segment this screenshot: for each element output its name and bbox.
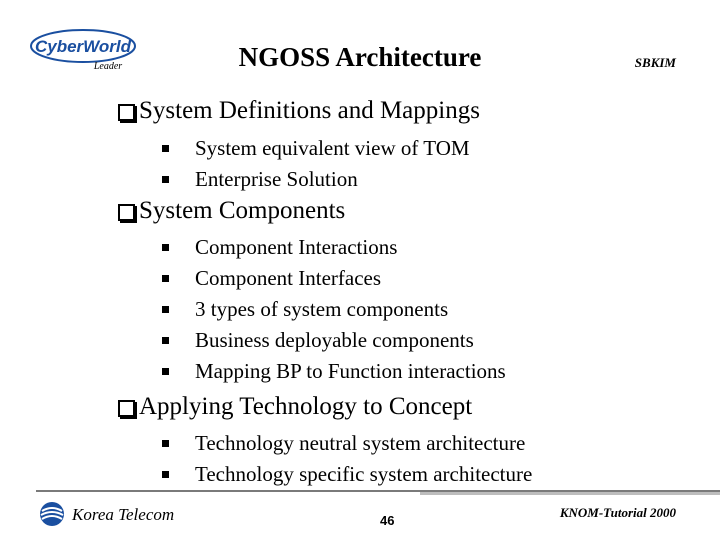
checkbox-bullet-icon [118, 204, 135, 221]
list-item-text: Component Interfaces [195, 266, 382, 290]
square-bullet-icon [162, 337, 169, 344]
list-item-text: Business deployable components [195, 328, 474, 352]
list-item [160, 164, 470, 195]
list-item [160, 294, 506, 325]
section-heading-text: System Components [139, 197, 346, 224]
page-number: 46 [380, 513, 395, 528]
list-item [160, 356, 506, 387]
list-item-text: System equivalent view of TOM [195, 136, 470, 160]
checkbox-bullet-icon [118, 104, 135, 121]
list-item-text: Technology neutral system architecture [195, 431, 526, 455]
list-item [160, 232, 506, 263]
list-item-text: 3 types of system components [195, 297, 449, 321]
list-item-text: Enterprise Solution [195, 167, 358, 191]
square-bullet-icon [162, 176, 169, 183]
list-item-text: Mapping BP to Function interactions [195, 359, 506, 383]
square-bullet-icon [162, 368, 169, 375]
square-bullet-icon [162, 440, 169, 447]
korea-telecom-logo-icon [38, 500, 66, 528]
svg-text:CyberWorld: CyberWorld [34, 37, 132, 56]
list-item [160, 133, 470, 164]
square-bullet-icon [162, 471, 169, 478]
list-item [160, 263, 506, 294]
square-bullet-icon [162, 306, 169, 313]
footer-divider [36, 490, 720, 492]
svg-text:Leader: Leader [93, 61, 123, 72]
list-item [160, 428, 532, 459]
slide-title: NGOSS Architecture [238, 42, 482, 72]
section-heading-text: System Definitions and Mappings [139, 97, 480, 124]
section-heading-text: Applying Technology to Concept [139, 393, 473, 420]
square-bullet-icon [162, 275, 169, 282]
event-label: KNOM-Tutorial 2000 [559, 505, 676, 520]
square-bullet-icon [162, 145, 169, 152]
list-item-text: Component Interactions [195, 235, 398, 259]
company-name: Korea Telecom [72, 505, 175, 524]
list-item [160, 459, 532, 490]
list-item [160, 325, 506, 356]
section-heading [118, 393, 472, 421]
bullet-list [160, 133, 470, 195]
section-heading [118, 197, 345, 225]
bullet-list [160, 232, 506, 387]
checkbox-bullet-icon [118, 400, 135, 417]
section-heading [118, 97, 480, 125]
bullet-list [160, 428, 532, 490]
author-label: SBKIM [634, 55, 676, 70]
square-bullet-icon [162, 244, 169, 251]
list-item-text: Technology specific system architecture [195, 462, 533, 486]
